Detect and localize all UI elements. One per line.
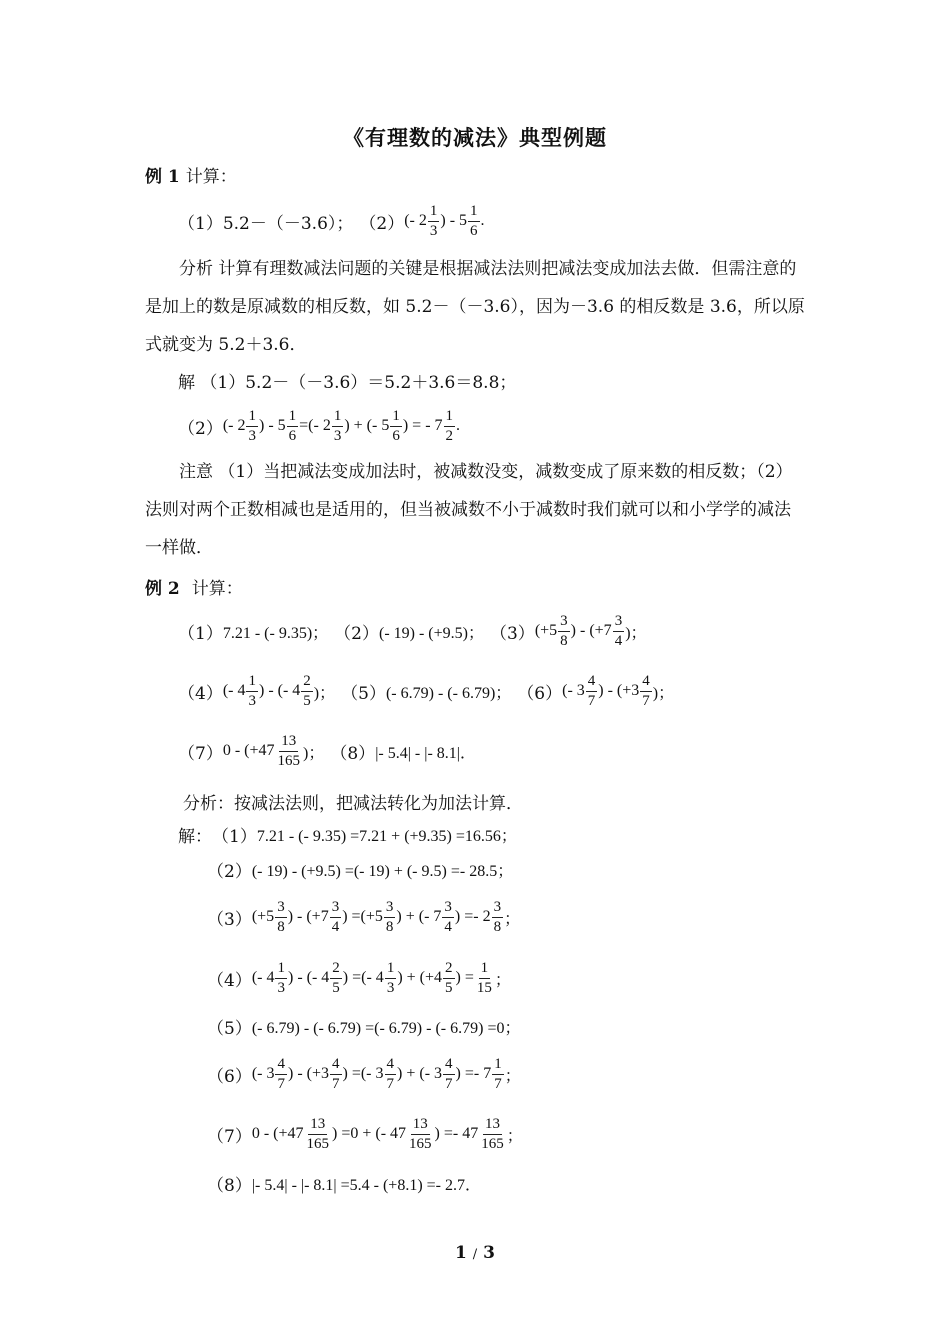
example-2-questions-row-3: （7） 0 - (+47 $\frac{13}{165}$ )； （8） |- 5.4| - |- 8.1|．: [178, 732, 476, 769]
question-2-label: （2）: [359, 213, 405, 234]
solution-line-4: （4） (- 4 $\frac{1}{3}$ ) - (- 4 $\frac{2}{5}$ ) =(- 4 $\frac{1}{3}$ ) + (+4 $\frac{2}{5}$ ) = $\frac{1}{15}$ ；: [207, 959, 511, 996]
instruction: 计算：: [185, 167, 237, 187]
instruction: 计算：: [191, 579, 243, 599]
solution-line-8: （8） |- 5.4| - |- 8.1| =5.4 - (+8.1) =- 2.7．: [207, 1176, 482, 1196]
note-paragraph: 注意 （1）当把减法变成加法时，被减数没变，减数变成了原来数的相反数；（2）法则对两个正数相减也是适用的，但当被减数不小于减数时我们就可以和小学学的减法一样做．: [145, 462, 793, 558]
solution-line-3: （3） (+5 $\frac{3}{8}$ ) - (+7 $\frac{3}{4}$ ) =(+5 $\frac{3}{8}$ ) + (- 7 $\frac{3}{4}$ ) =- 2 $\frac{3}{8}$ ；: [207, 898, 521, 935]
solution-line-5: （5） (- 6.79) - (- 6.79) =(- 6.79) - (- 6.79) =0；: [207, 1019, 521, 1039]
solution-line-1: 解： （1） 7.21 - (- 9.35) =7.21 + (+9.35) =16.56；: [178, 827, 517, 847]
example-1-heading: [145, 162, 237, 187]
solution-1: 解 （1）5.2－（－3.6）＝5.2＋3.6＝8.8；: [178, 373, 517, 393]
solution-line-2: （2） (- 19) - (+9.5) =(- 19) + (- 9.5) =- 28.5；: [207, 862, 514, 882]
question-2-expression: (- 2 $\frac{1}{3}$ ) - 5 $\frac{1}{6}$ .: [404, 202, 485, 239]
solution-2: （2） (- 2 $\frac{1}{3}$ ) - 5 $\frac{1}{6}$ =(- 2 $\frac{1}{3}$ ) + (- 5 $\frac{1}{6}$ ) = - 7 $\frac{1}{2}$ .: [178, 407, 461, 444]
example-2-questions-row-2: （4） (- 4 $\frac{1}{3}$ ) - (- 4 $\frac{2}{5}$ )； （5） (- 6.79) - (- 6.79)； （6） (- 3 $\frac{4}{7}$ ) - (+3 $\frac{4}{7}$ )；: [178, 672, 675, 709]
example-1-question: [178, 198, 485, 244]
analysis-line: 分析：按减法法则，把减法转化为加法计算．: [183, 794, 523, 814]
example-2-heading: [145, 574, 243, 599]
solution-line-7: （7） 0 - (+47 $\frac{13}{165}$ ) =0 + (- 47 $\frac{13}{165}$ ) =- 47 $\frac{13}{165}$ ；: [207, 1115, 523, 1152]
page-title: 《有理数的减法》典型例题: [343, 125, 607, 150]
example-label: 例 2: [145, 579, 180, 599]
example-label: 例 1: [145, 167, 180, 187]
solution-line-6: （6） (- 3 $\frac{4}{7}$ ) - (+3 $\frac{4}{7}$ ) =(- 3 $\frac{4}{7}$ ) + (- 3 $\frac{4}{7}$ ) =- 7 $\frac{1}{7}$ ；: [207, 1055, 521, 1092]
page-number: 1 / 3: [455, 1243, 495, 1263]
question-1: （1）5.2－（－3.6）；: [178, 213, 354, 234]
analysis-paragraph: 分析 计算有理数减法问题的关键是根据减法法则把减法变成加法去做．但需注意的是加上的数是原减数的相反数，如 5.2－（－3.6），因为－3.6 的相反数是 3.6，所以原式就变为 5.2＋3.6．: [145, 259, 805, 355]
example-2-questions-row-1: （1） 7.21 - (- 9.35)； （2） (- 19) - (+9.5)； （3） (+5 $\frac{3}{8}$ ) - (+7 $\frac{3}{4}$ )；: [178, 612, 647, 649]
